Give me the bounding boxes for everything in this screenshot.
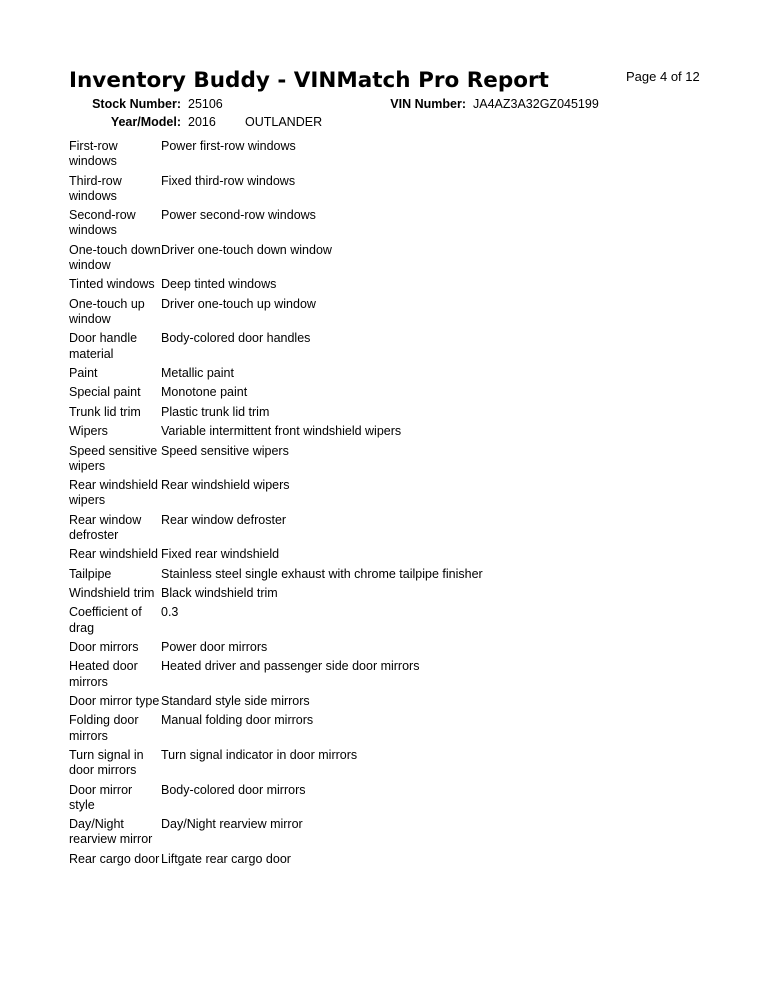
spec-label: Door handle material <box>69 331 138 361</box>
vin-number-value: JA4AZ3A32GZ045199 <box>473 97 599 111</box>
page-number: Page 4 of 12 <box>626 69 700 84</box>
spec-label: Rear cargo door <box>69 851 160 866</box>
spec-label: One-touch down window <box>69 242 161 272</box>
spec-value: Black windshield trim <box>161 586 278 601</box>
year-model-row <box>0 115 773 131</box>
spec-row <box>69 513 529 543</box>
spec-label: Second-row windows <box>69 208 136 238</box>
stock-number-label: Stock Number: <box>92 97 181 111</box>
spec-label: Heated door mirrors <box>69 659 138 689</box>
spec-label: Wipers <box>69 424 108 439</box>
spec-value: Power second-row windows <box>161 208 316 223</box>
spec-row <box>69 366 529 381</box>
spec-row <box>69 444 529 474</box>
spec-row <box>69 385 529 400</box>
model-value: OUTLANDER <box>245 115 323 129</box>
report-title: Inventory Buddy - VINMatch Pro Report <box>69 68 549 93</box>
spec-value: Stainless steel single exhaust with chrome tailpipe finisher <box>161 566 483 581</box>
spec-value: 0.3 <box>161 605 179 620</box>
spec-value: Driver one-touch down window <box>161 242 332 257</box>
spec-row <box>69 852 529 867</box>
spec-label: Rear windshield wipers <box>69 478 158 508</box>
spec-label: Rear window defroster <box>69 512 142 542</box>
spec-row <box>69 783 529 813</box>
spec-value: Plastic trunk lid trim <box>161 404 270 419</box>
spec-row <box>69 817 529 847</box>
spec-row <box>69 478 529 508</box>
spec-label: One-touch up window <box>69 296 145 326</box>
spec-row <box>69 694 529 709</box>
spec-row <box>69 713 529 743</box>
spec-label: Trunk lid trim <box>69 404 141 419</box>
spec-value: Fixed third-row windows <box>161 173 296 188</box>
spec-value: Speed sensitive wipers <box>161 443 289 458</box>
spec-value: Monotone paint <box>161 385 248 400</box>
spec-label: Speed sensitive wipers <box>69 443 158 473</box>
spec-row <box>69 277 529 292</box>
spec-row <box>69 208 529 238</box>
spec-list <box>69 139 529 871</box>
spec-row <box>69 567 529 582</box>
spec-row <box>69 174 529 204</box>
spec-value: Manual folding door mirrors <box>161 713 314 728</box>
spec-label: Coefficient of drag <box>69 605 142 635</box>
spec-value: Standard style side mirrors <box>161 694 310 709</box>
spec-label: Door mirror type <box>69 694 160 709</box>
stock-vin-row <box>0 97 773 113</box>
spec-row <box>69 586 529 601</box>
spec-label: Day/Night rearview mirror <box>69 817 153 847</box>
spec-value: Deep tinted windows <box>161 277 277 292</box>
spec-value: Turn signal indicator in door mirrors <box>161 748 358 763</box>
spec-label: Turn signal in door mirrors <box>69 748 144 778</box>
stock-number-value: 25106 <box>188 97 223 111</box>
spec-label: Paint <box>69 365 98 380</box>
year-model-label: Year/Model: <box>110 115 181 129</box>
spec-row <box>69 547 529 562</box>
spec-row <box>69 659 529 689</box>
spec-row <box>69 139 529 169</box>
spec-value: Metallic paint <box>161 365 234 380</box>
spec-value: Driver one-touch up window <box>161 296 316 311</box>
spec-label: Special paint <box>69 385 141 400</box>
spec-value: Power first-row windows <box>161 139 296 153</box>
year-value: 2016 <box>188 115 216 129</box>
spec-row <box>69 748 529 778</box>
spec-value: Rear windshield wipers <box>161 478 290 493</box>
spec-value: Heated driver and passenger side door mirrors <box>161 659 420 674</box>
spec-value: Variable intermittent front windshield wipers <box>161 424 402 439</box>
spec-value: Rear window defroster <box>161 512 287 527</box>
vin-number-label: VIN Number: <box>390 97 466 111</box>
spec-value: Body-colored door mirrors <box>161 782 306 797</box>
spec-label: Tinted windows <box>69 277 155 292</box>
spec-label: Third-row windows <box>69 173 122 203</box>
spec-row <box>69 424 529 439</box>
spec-value: Day/Night rearview mirror <box>161 817 303 832</box>
spec-row <box>69 405 529 420</box>
spec-value: Fixed rear windshield <box>161 547 280 562</box>
spec-row <box>69 331 529 361</box>
spec-row <box>69 297 529 327</box>
spec-label: Tailpipe <box>69 566 112 581</box>
spec-value: Power door mirrors <box>161 640 268 655</box>
spec-label: First-row windows <box>69 139 118 169</box>
spec-label: Door mirrors <box>69 640 139 655</box>
spec-label: Rear windshield <box>69 547 158 562</box>
spec-value: Liftgate rear cargo door <box>161 851 291 866</box>
spec-label: Door mirror style <box>69 782 133 812</box>
spec-value: Body-colored door handles <box>161 331 311 346</box>
spec-label: Windshield trim <box>69 586 155 601</box>
spec-row <box>69 640 529 655</box>
spec-label: Folding door mirrors <box>69 713 139 743</box>
spec-row <box>69 605 529 635</box>
spec-row <box>69 243 529 273</box>
